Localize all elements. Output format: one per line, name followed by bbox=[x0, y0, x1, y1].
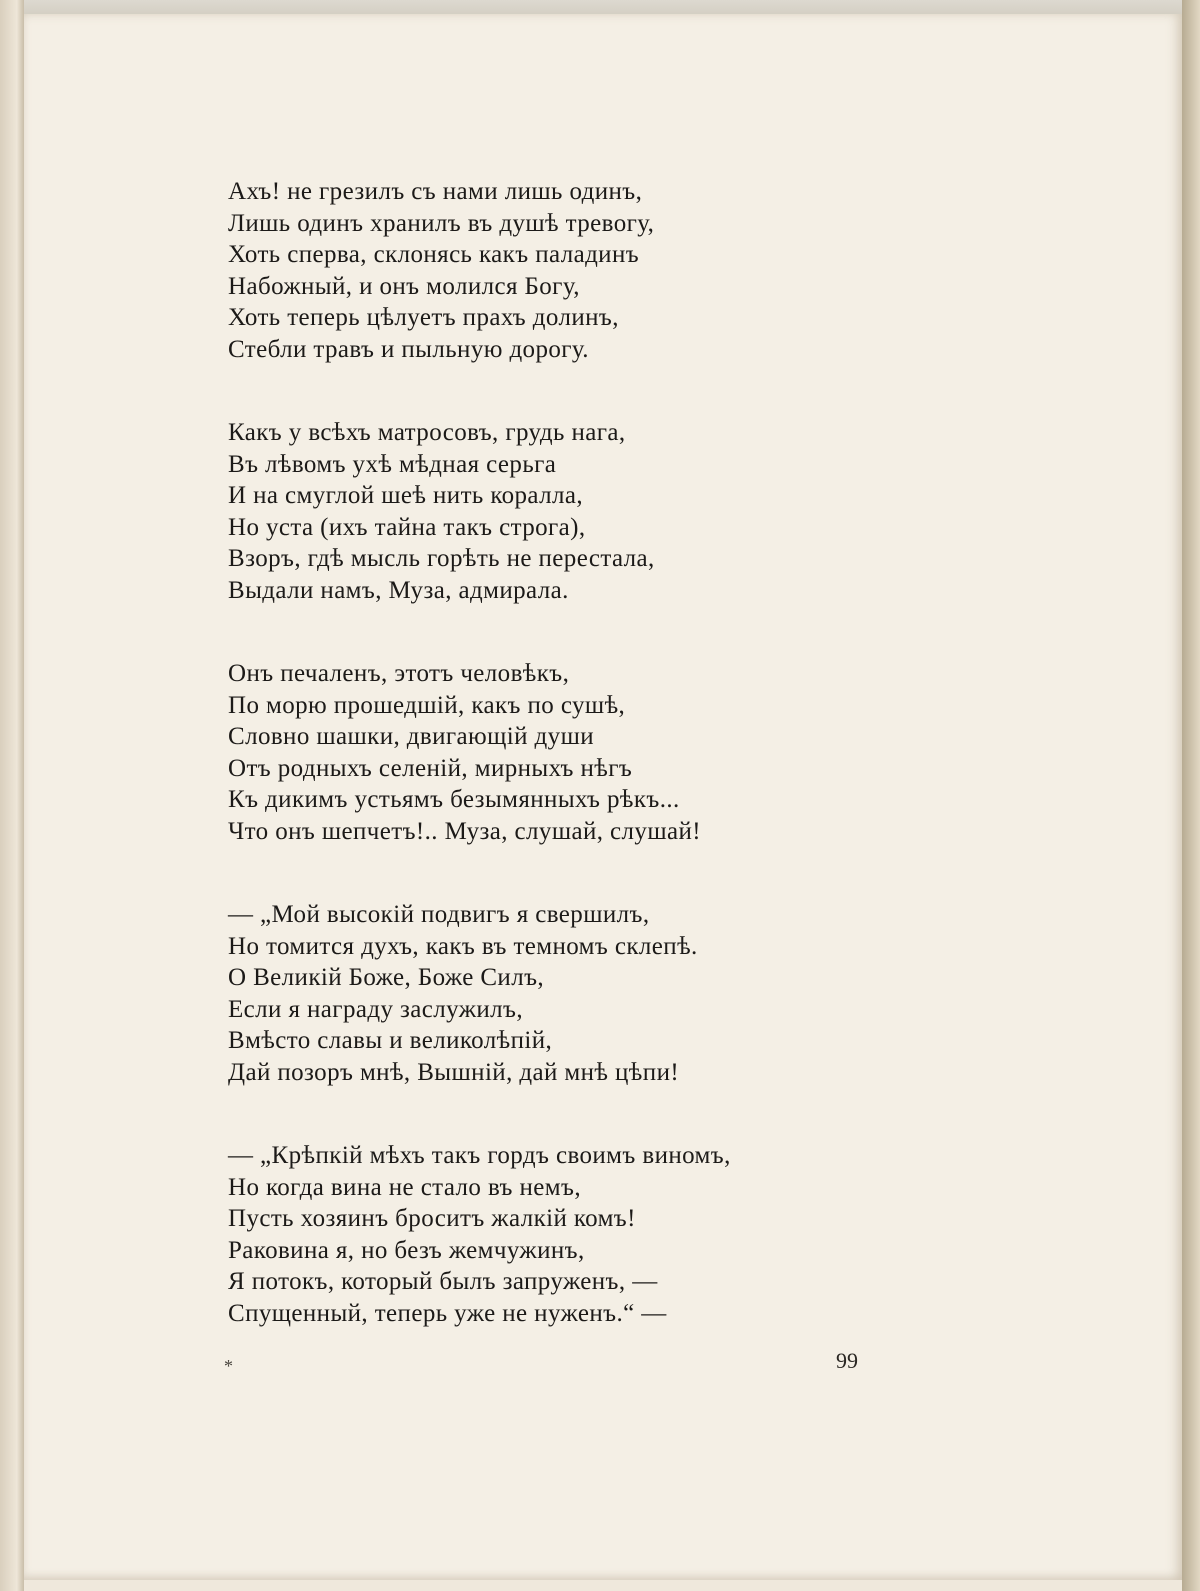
book-gutter bbox=[0, 0, 24, 1591]
verse-line: Раковина я, но безъ жемчужинъ, bbox=[228, 1236, 585, 1264]
poem bbox=[228, 176, 928, 1381]
verse-line: Какъ у всѣхъ матросовъ, грудь нага, bbox=[228, 419, 626, 446]
verse-line: Набожный, и онъ молился Богу, bbox=[228, 272, 580, 300]
stanza bbox=[228, 658, 928, 847]
signature-mark: * bbox=[224, 1356, 233, 1376]
page-number: 99 bbox=[836, 1348, 858, 1373]
verse-line: Но когда вина не стало въ немъ, bbox=[228, 1173, 581, 1201]
verse-line: Стебли травъ и пыльную дорогу. bbox=[228, 335, 589, 363]
verse-line: Дай позоръ мнѣ, Вышній, дай мнѣ цѣпи! bbox=[228, 1058, 680, 1086]
verse-line: По морю прошедшій, какъ по сушѣ, bbox=[228, 691, 626, 719]
verse-line: Онъ печаленъ, этотъ человѣкъ, bbox=[228, 660, 570, 687]
verse-line: Лишь одинъ хранилъ въ душѣ тревогу, bbox=[228, 209, 655, 237]
verse-line: О Великій Боже, Боже Силъ, bbox=[228, 964, 545, 991]
verse-line: Къ дикимъ устьямъ безымянныхъ рѣкъ... bbox=[228, 786, 680, 813]
stanza bbox=[228, 417, 928, 606]
verse-line: — „Крѣпкій мѣхъ такъ гордъ своимъ виномъ, bbox=[228, 1142, 731, 1169]
verse-line: Но томится духъ, какъ въ темномъ склепѣ. bbox=[228, 932, 698, 960]
verse-line: И на смуглой шеѣ нить коралла, bbox=[228, 482, 584, 509]
verse-line: Въ лѣвомъ ухѣ мѣдная серьга bbox=[228, 450, 557, 478]
stanza bbox=[228, 1140, 928, 1329]
verse-line: Я потокъ, который былъ запруженъ, — bbox=[228, 1268, 658, 1295]
verse-line: Пусть хозяинъ броситъ жалкій комъ! bbox=[228, 1205, 636, 1232]
stanza bbox=[228, 176, 928, 365]
stanza bbox=[228, 899, 928, 1088]
verse-line: Отъ родныхъ селеній, мирныхъ нѣгъ bbox=[228, 754, 633, 782]
verse-line: Что онъ шепчетъ!.. Муза, слушай, слушай! bbox=[228, 817, 701, 845]
verse-line: Взоръ, гдѣ мысль горѣть не перестала, bbox=[228, 545, 655, 572]
verse-line: — „Мой высокій подвигъ я свершилъ, bbox=[228, 901, 650, 928]
verse-line: Словно шашки, двигающій души bbox=[228, 723, 595, 750]
verse-line: Если я награду заслужилъ, bbox=[228, 995, 524, 1023]
verse-line: Хоть сперва, склонясь какъ паладинъ bbox=[228, 241, 640, 268]
book-right-edge bbox=[1182, 0, 1200, 1591]
verse-line: Ахъ! не грезилъ съ нами лишь одинъ, bbox=[228, 178, 643, 205]
verse-line: Спущенный, теперь уже не нуженъ.“ — bbox=[228, 1299, 667, 1327]
verse-line: Но уста (ихъ тайна такъ строга), bbox=[228, 513, 586, 541]
verse-line: Хоть теперь цѣлуетъ прахъ долинъ, bbox=[228, 304, 619, 331]
verse-line: Вмѣсто славы и великолѣпій, bbox=[228, 1027, 553, 1054]
verse-line: Выдали намъ, Муза, адмирала. bbox=[228, 576, 569, 604]
